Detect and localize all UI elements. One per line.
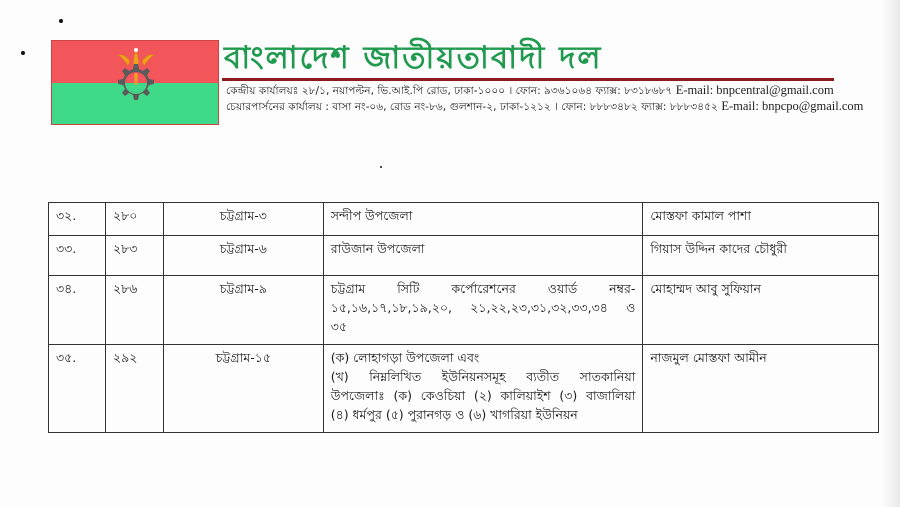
serial-cell: ৩২.	[49, 203, 106, 236]
table-row	[49, 203, 879, 236]
area-cell	[323, 203, 643, 236]
table-row	[49, 345, 879, 433]
candidate-table	[48, 202, 879, 433]
serial-cell: ৩৪.	[49, 276, 106, 345]
candidate-cell: মোস্তফা কামাল পাশা	[643, 203, 879, 236]
chairperson-office-email: E-mail: bnpcpo@gmail.com	[721, 99, 864, 113]
candidate-cell: নাজমুল মোস্তফা আমীন	[643, 345, 879, 433]
constituency-cell: চট্টগ্রাম-১৫	[163, 345, 323, 433]
table-row	[49, 276, 879, 345]
candidate-cell: গিয়াস উদ্দিন কাদের চৌধুরী	[643, 236, 879, 276]
area-line: চট্টগ্রাম সিটি কর্পোরেশনের ওয়ার্ড নম্বর-	[330, 281, 636, 296]
gear-wheat-emblem-icon	[52, 41, 219, 125]
area-cell	[323, 236, 643, 276]
central-office-details: ২৮/১, নয়াপল্টন, ভি.আই.পি রোড, ঢাকা-১০০০ । ফোন: ৯৩৬১০৬৪ ফ্যাক্স: ৮৩১৮৬৮৭	[301, 85, 673, 97]
party-flag-logo	[51, 40, 219, 125]
candidate-cell: মোহাম্মদ আবু সুফিয়ান	[643, 276, 879, 345]
area-line: (৪) ধর্মপুর (৫) পুরানগড় ও (৬) খাগরিয়া ইউনিয়ন	[330, 407, 578, 422]
seat-number-cell: ২৯২	[105, 345, 163, 433]
central-office-label: কেন্দ্রীয় কার্যালয়ঃ	[226, 85, 299, 97]
serial-cell: ৩৫.	[49, 345, 106, 433]
area-line: (খ) নিম্নলিখিত ইউনিয়নসমূহ ব্যতীত সাতকানিয়া	[330, 369, 636, 384]
central-office-address	[226, 83, 834, 98]
scan-speck	[21, 51, 25, 55]
scan-speck	[380, 166, 382, 168]
central-office-email: E-mail: bnpcentral@gmail.com	[675, 83, 834, 97]
chairperson-office-address	[226, 99, 863, 114]
title-underline	[222, 78, 834, 81]
seat-number-cell: ২৮৬	[105, 276, 163, 345]
serial-cell: ৩৩.	[49, 236, 106, 276]
area-line: ১৫,১৬,১৭,১৮,১৯,২০, ২১,২২,২৩,৩১,৩২,৩৩,৩৪ ও	[330, 300, 636, 315]
table-row	[49, 236, 879, 276]
area-line: সন্দীপ উপজেলা	[330, 208, 413, 223]
area-line: রাউজান উপজেলা	[330, 241, 425, 256]
seat-number-cell: ২৮০	[105, 203, 163, 236]
constituency-cell: চট্টগ্রাম-৬	[163, 236, 323, 276]
constituency-cell: চট্টগ্রাম-৯	[163, 276, 323, 345]
party-name-title: বাংলাদেশ জাতীয়তাবাদী দল	[224, 40, 603, 76]
page-edge-shadow	[880, 0, 900, 507]
area-line: (ক) লোহাগড়া উপজেলা এবং	[330, 350, 480, 365]
seat-number-cell: ২৮৩	[105, 236, 163, 276]
chairperson-office-label: চেয়ারপার্সনের কার্যালয় :	[226, 101, 329, 113]
chairperson-office-details: বাসা নং-০৬, রোড নং-৮৬, গুলশান-২, ঢাকা-১২১২ । ফোন: ৮৮৮৩৪৮২ ফ্যাক্স: ৮৮৮৩৪৫২	[332, 101, 718, 113]
area-line: ৩৫	[330, 319, 347, 334]
area-line: উপজেলাঃ (ক) কেওচিয়া (২) কালিয়াইশ (৩) বাজালিয়া	[330, 388, 636, 403]
area-cell	[323, 276, 643, 345]
constituency-cell: চট্টগ্রাম-৩	[163, 203, 323, 236]
scan-speck	[59, 19, 63, 23]
area-cell	[323, 345, 643, 433]
